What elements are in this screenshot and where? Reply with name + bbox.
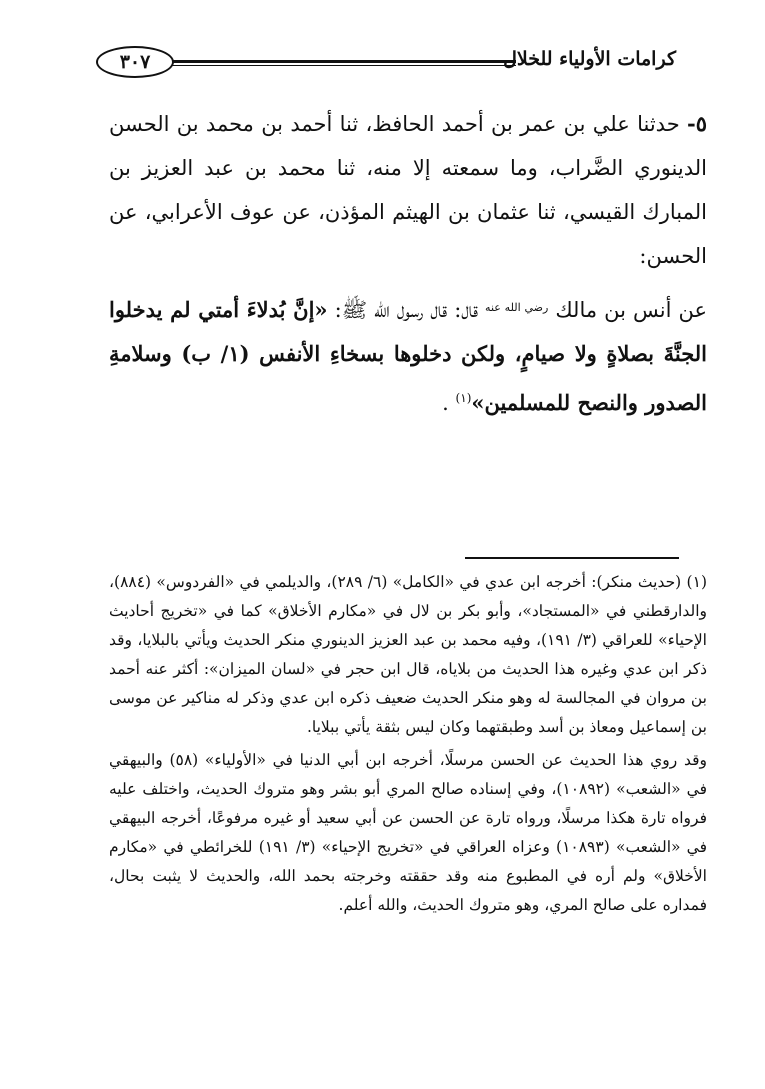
header-rule [172,60,516,63]
isnad-text: حدثنا علي بن عمر بن أحمد الحافظ، ثنا أحمد بن محمد بن الحسن الدينوري الضَّراب، وما سمعته إلا منه، ثنا محمد بن عبد العزيز بن المبارك القيسي، ثنا عثمان بن الهيثم المؤذن، عن عوف الأعرابي، عن الحسن: [109,112,707,268]
prophet-honorific: ﷺ [341,298,368,322]
hadith-paragraph [109,286,707,425]
page-header [96,42,676,90]
footnotes [109,568,707,920]
footnote-reference: (١) [455,391,472,405]
isnad-paragraph [109,102,707,278]
narration-mid: قال: قال رسول الله [374,298,478,322]
narration-colon: : [334,298,342,322]
main-text [109,102,707,425]
footnote-separator [465,557,679,559]
companion-honorific: رضي الله عنه [485,301,549,314]
hadith-text: «إنَّ بُدلاءَ أمتي لم يدخلوا الجنَّةَ بصلاةٍ ولا صيامٍ، ولكن دخلوها بسخاءِ الأنفس (١/ ب) وسلامةِ الصدور والنصح للمسلمين» [109,297,707,415]
footnote-1: (١) (حديث منكر): أخرجه ابن عدي في «الكامل» (٦/ ٢٨٩)، والديلمي في «الفردوس» (٨٨٤)، والدارقطني في «المستجاد»، وأبو بكر بن لال في «مكارم الأخلاق» كما في «تخريج أحاديث الإحياء» للعراقي (٣/ ١٩١)، وفيه محمد بن عبد العزيز الدينوري منكر الحديث ويأتي بالبلايا، وقد ذكر ابن عدي وغيره هذا الحديث من بلاياه، قال ابن حجر في «لسان الميزان»: أكثر عنه أحمد بن مروان في المجالسة له وهو منكر الحديث ضعيف ذكره ابن عدي وذكر له مناكير عن موسى بن إسماعيل ومعاذ بن أسد وطبقتهما وكان ليس بثقة يأتي ببلايا. [109,573,707,736]
end-period: . [442,391,449,415]
page-number: ٣٠٧ [96,46,174,78]
footnote-1-continued: وقد روي هذا الحديث عن الحسن مرسلًا، أخرجه ابن أبي الدنيا في «الأولياء» (٥٨) والبيهقي في «الشعب» (١٠٨٩٢)، وفي إسناده صالح المري أبو بشر وهو متروك الحديث، واختلف عليه فرواه تارة هكذا مرسلًا، ورواه تارة عن الحسن عن أبي سعيد أو غيره مرفوعًا، أخرجه البيهقي في «الشعب» (١٠٨٩٣) وعزاه العراقي في «تخريج الإحياء» (٣/ ١٩١) للخرائطي في «مكارم الأخلاق» ولم أره في المطبوع منه وقد حققته وخرجته بحمد الله، والحديث لا يثبت بحال، فمداره على صالح المري، وهو متروك الحديث، والله أعلم. [109,751,707,914]
narration-intro: عن أنس بن مالك [555,298,707,322]
header-rule-thin [172,65,516,66]
running-title: كرامات الأولياء للخلال [503,48,676,70]
item-number: ٥- [687,111,707,136]
